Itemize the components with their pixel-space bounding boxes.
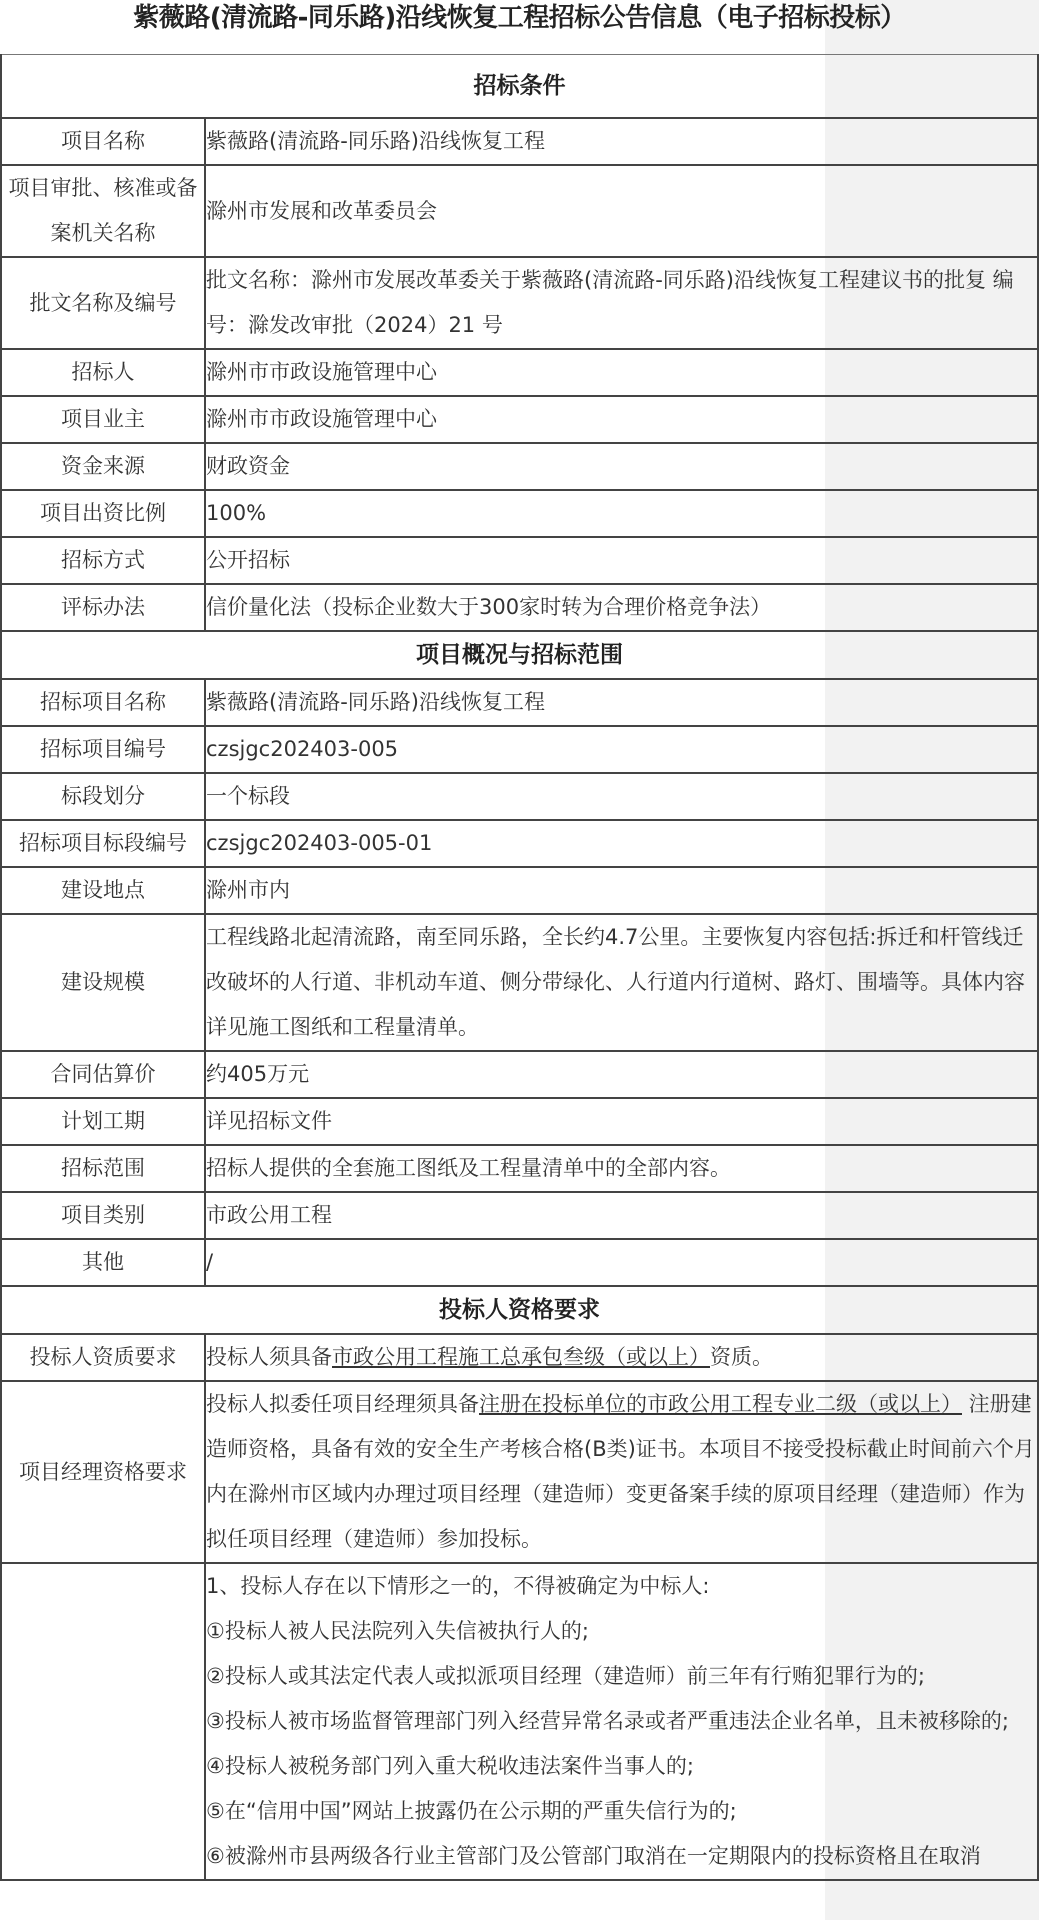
table-row [1,1051,1038,1098]
notice-table [0,54,1039,1881]
pm-text-underlined: 注册在投标单位的市政公用工程专业二级（或以上） [479,1392,962,1416]
row-label: 项目业主 [1,396,205,443]
row-value-pm-qualification [205,1381,1038,1563]
row-value: 一个标段 [205,773,1038,820]
section-header-row [1,631,1038,679]
table-row [1,1381,1038,1563]
qual-text-underlined: 市政公用工程施工总承包叁级（或以上） [332,1345,710,1369]
page-title: 紫薇路(清流路-同乐路)沿线恢复工程招标公告信息（电子招标投标） [133,3,906,33]
pm-text-post: 注册建造师资格，具备有效的安全生产考核合格(B类)证书。本项目不接受投标截止时间前六个月内在滁州市区域内办理过项目经理（建造师）变更备案手续的原项目经理（建造师）作为拟任项目经理（建造师）参加投标。 [206,1392,1035,1551]
table-row [1,867,1038,914]
row-value-disqualification-list [205,1563,1038,1880]
list-item: ③投标人被市场监督管理部门列入经营异常名录或者严重违法企业名单，且未被移除的; [206,1709,1009,1733]
list-item: ①投标人被人民法院列入失信被执行人的; [206,1619,589,1643]
row-label: 建设规模 [1,914,205,1051]
table-row [1,584,1038,631]
row-label: 项目出资比例 [1,490,205,537]
row-label [1,1563,205,1880]
table-row [1,490,1038,537]
list-item: 1、投标人存在以下情形之一的，不得被确定为中标人: [206,1574,710,1598]
table-row [1,726,1038,773]
row-value: 滁州市市政设施管理中心 [205,349,1038,396]
row-value-bidder-qualification [205,1334,1038,1381]
table-row [1,1334,1038,1381]
row-label: 批文名称及编号 [1,257,205,349]
row-value: 紫薇路(清流路-同乐路)沿线恢复工程 [205,118,1038,165]
table-row [1,537,1038,584]
row-label: 项目类别 [1,1192,205,1239]
table-row [1,443,1038,490]
table-row [1,1192,1038,1239]
list-item: ⑥被滁州市县两级各行业主管部门及公管部门取消在一定期限内的投标资格且在取消 [206,1844,981,1868]
row-label: 招标方式 [1,537,205,584]
table-row [1,396,1038,443]
row-value: 市政公用工程 [205,1192,1038,1239]
row-label: 项目审批、核准或备案机关名称 [1,165,205,257]
row-label: 资金来源 [1,443,205,490]
row-value: czsjgc202403-005-01 [205,820,1038,867]
row-value: 100% [205,490,1038,537]
row-label: 招标项目标段编号 [1,820,205,867]
row-label: 招标人 [1,349,205,396]
table-row [1,349,1038,396]
row-value: 详见招标文件 [205,1098,1038,1145]
list-item: ②投标人或其法定代表人或拟派项目经理（建造师）前三年有行贿犯罪行为的; [206,1664,925,1688]
row-label: 评标办法 [1,584,205,631]
row-value: 信价量化法（投标企业数大于300家时转为合理价格竞争法） [205,584,1038,631]
row-label: 标段划分 [1,773,205,820]
row-value: czsjgc202403-005 [205,726,1038,773]
row-value: 紫薇路(清流路-同乐路)沿线恢复工程 [205,679,1038,726]
list-item: ④投标人被税务部门列入重大税收违法案件当事人的; [206,1754,694,1778]
table-row [1,1563,1038,1880]
row-value: 招标人提供的全套施工图纸及工程量清单中的全部内容。 [205,1145,1038,1192]
row-value: 滁州市内 [205,867,1038,914]
row-label: 招标范围 [1,1145,205,1192]
row-value: / [205,1239,1038,1286]
table-row [1,257,1038,349]
qual-text-post: 资质。 [710,1345,773,1369]
section-header-conditions: 招标条件 [1,55,1038,119]
table-row [1,1239,1038,1286]
row-label: 合同估算价 [1,1051,205,1098]
section-header-overview: 项目概况与招标范围 [1,631,1038,679]
row-label: 建设地点 [1,867,205,914]
table-row [1,1145,1038,1192]
row-label: 投标人资质要求 [1,1334,205,1381]
table-row [1,820,1038,867]
row-label: 项目名称 [1,118,205,165]
row-value: 滁州市市政设施管理中心 [205,396,1038,443]
row-value: 财政资金 [205,443,1038,490]
section-header-qualification: 投标人资格要求 [1,1286,1038,1334]
row-label: 项目经理资格要求 [1,1381,205,1563]
row-label: 招标项目名称 [1,679,205,726]
row-value: 滁州市发展和改革委员会 [205,165,1038,257]
table-row [1,118,1038,165]
row-label: 招标项目编号 [1,726,205,773]
row-value: 工程线路北起清流路，南至同乐路，全长约4.7公里。主要恢复内容包括:拆迁和杆管线迁改破坏的人行道、非机动车道、侧分带绿化、人行道内行道树、路灯、围墙等。具体内容详见施工图纸和工程量清单。 [205,914,1038,1051]
table-row [1,165,1038,257]
row-value: 批文名称：滁州市发展改革委关于紫薇路(清流路-同乐路)沿线恢复工程建议书的批复 编号：滁发改审批（2024）21 号 [205,257,1038,349]
qual-text-pre: 投标人须具备 [206,1345,332,1369]
table-row [1,773,1038,820]
list-item: ⑤在“信用中国”网站上披露仍在公示期的严重失信行为的; [206,1799,737,1823]
row-value: 公开招标 [205,537,1038,584]
section-header-row [1,1286,1038,1334]
section-header-row [1,55,1038,119]
table-row [1,1098,1038,1145]
pm-text-pre: 投标人拟委任项目经理须具备 [206,1392,479,1416]
table-row [1,679,1038,726]
row-value: 约405万元 [205,1051,1038,1098]
row-label: 其他 [1,1239,205,1286]
row-label: 计划工期 [1,1098,205,1145]
table-row [1,914,1038,1051]
